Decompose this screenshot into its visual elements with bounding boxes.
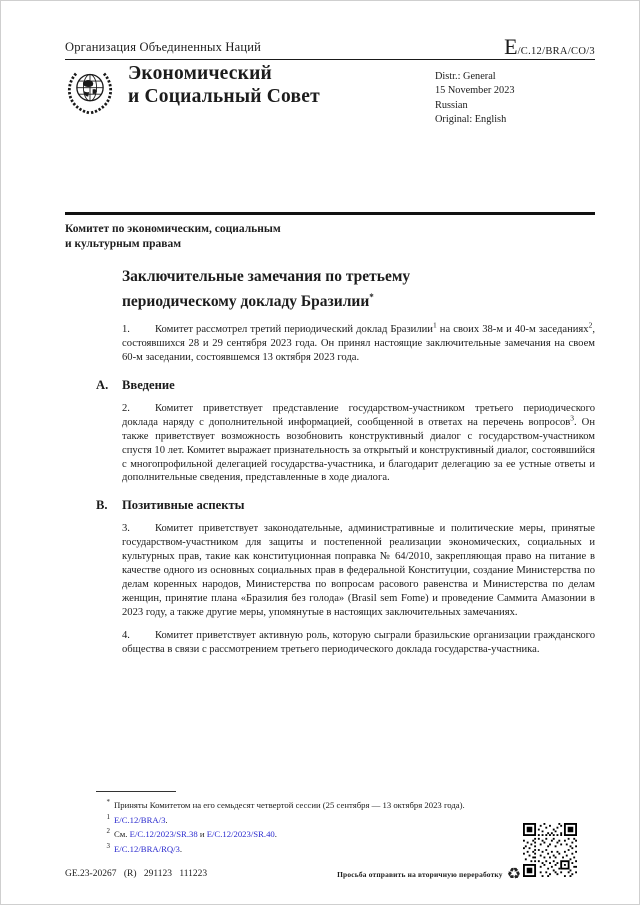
footnote-ref-2: 2 bbox=[588, 320, 593, 330]
paragraph-4: 4. Комитет приветствует активную роль, которую сыграли бразильские организации гражданского общества в связи с рассмотрением третьего периодического доклада государства-участника. bbox=[122, 629, 595, 655]
footnote-ref-1: 1 bbox=[432, 320, 437, 330]
committee-name bbox=[65, 222, 595, 251]
recycle-icon: ♻ bbox=[506, 864, 521, 883]
page-title-line1: Заключительные замечания по третьему bbox=[122, 268, 411, 285]
footnotes bbox=[65, 791, 595, 856]
recycle-notice bbox=[337, 866, 521, 882]
footnote-1-link[interactable]: E/C.12/BRA/3 bbox=[114, 814, 166, 825]
footnote-3-link[interactable]: E/C.12/BRA/RQ/3 bbox=[114, 843, 180, 854]
document-symbol bbox=[504, 34, 595, 60]
document-symbol-initial: E bbox=[504, 34, 518, 59]
section-b-title: Позитивные аспекты bbox=[122, 498, 245, 513]
paragraph-number: 3. bbox=[122, 523, 130, 535]
paragraph-number: 4. bbox=[122, 629, 130, 641]
footnote-2-link-2[interactable]: E/C.12/2023/SR.40 bbox=[206, 829, 275, 840]
header-rule bbox=[65, 59, 595, 60]
footnote-3: 3 E/C.12/BRA/RQ/3. bbox=[106, 842, 183, 854]
committee-line2: и культурным правам bbox=[65, 237, 182, 250]
language-line: Russian bbox=[435, 99, 468, 111]
distr-line: Distr.: General bbox=[435, 71, 496, 82]
footnote-star: * Приняты Комитетом на его семьдесят четвертой сессии (25 сентября — 13 октября 2023 года). bbox=[106, 798, 465, 810]
title-footnote-ref: * bbox=[369, 292, 374, 302]
footnote-separator bbox=[96, 791, 176, 792]
page-title bbox=[122, 267, 595, 312]
section-a-heading bbox=[96, 378, 595, 393]
distribution-block bbox=[435, 70, 515, 128]
footnote-2: 2 См. E/C.12/2023/SR.38 и E/C.12/2023/SR.40. bbox=[106, 827, 277, 840]
document-symbol-rest: /C.12/BRA/CO/3 bbox=[517, 46, 595, 57]
footnote-1: 1 E/C.12/BRA/3. bbox=[106, 812, 168, 825]
council-title-line2: и Социальный Совет bbox=[128, 85, 320, 107]
ge-document-number: GE.23-20267 (R) 291123 111223 bbox=[65, 869, 208, 879]
paragraph-3: 3. Комитет приветствует законодательные, административные и политические меры, принятые государством-участником для защиты и постепенной реализации экономических, социальных и культурных прав, такие как конституционная поправка № 64/2010, закрепляющая право на питание в качестве одного из основных социальных прав в федеральной Конституции, создание Министерства по делам коренных народов, Министерства по вопросам расового равенства и Министерства по делам женщин, принятие плана «Бразилия без голода» (Brasil sem Fome) и проведение Саммита Амазонии в 2023 году, а также другие меры, упомянутые в настоящих заключительных замечаниях. bbox=[122, 523, 595, 618]
date-line: 15 November 2023 bbox=[435, 85, 515, 97]
recycle-text: Просьба отправить на вторичную переработку bbox=[337, 869, 503, 879]
paragraph-1: 1. Комитет рассмотрел третий периодический доклад Бразилии$^1$ на своих 38-м и 40-м заседаниях$^2$, состоявшихся 28 и 29 сентября 2023 года. Он принял настоящие заключительные замечания на своем 60-м заседании, состоявшемся 13 октября 2023 года. bbox=[122, 320, 596, 363]
paragraph-number: 1. bbox=[122, 324, 130, 336]
section-rule bbox=[65, 212, 595, 215]
section-b-letter: B. bbox=[96, 498, 108, 513]
section-a-letter: A. bbox=[96, 377, 109, 392]
qr-code bbox=[523, 823, 577, 877]
footnote-2-link-1[interactable]: E/C.12/2023/SR.38 bbox=[129, 829, 198, 840]
un-emblem-icon bbox=[62, 65, 118, 119]
council-title bbox=[128, 63, 320, 108]
council-title-line1: Экономический bbox=[128, 63, 272, 84]
section-a-title: Введение bbox=[122, 377, 175, 392]
paragraph-2: 2. Комитет приветствует представление государством-участником третьего периодического доклада наряду с дополнительной информацией, сообщенной в ответах на перечень вопросов$^3$. Он также приветствует возможность возобновить конструктивный диалог с государством-участником спустя 10 лет. Комитет выражает признательность за открытый и конструктивный диалог, состоявшийся с многопрофильной делегацией государства-участника, и благодарит делегацию за ее устные ответы и дополнительные сведения, представленные в ходе диалога. bbox=[122, 402, 595, 484]
footnote-ref-3: 3 bbox=[570, 413, 575, 423]
paragraph-number: 2. bbox=[122, 402, 130, 414]
committee-line1: Комитет по экономическим, социальным bbox=[65, 223, 281, 235]
original-line: Original: English bbox=[435, 114, 507, 126]
main-content bbox=[65, 222, 595, 656]
un-org-name: Организация Объединенных Наций bbox=[65, 40, 262, 54]
page-title-line2: периодическому докладу Бразилии* bbox=[122, 292, 374, 311]
section-b-heading bbox=[96, 498, 595, 513]
